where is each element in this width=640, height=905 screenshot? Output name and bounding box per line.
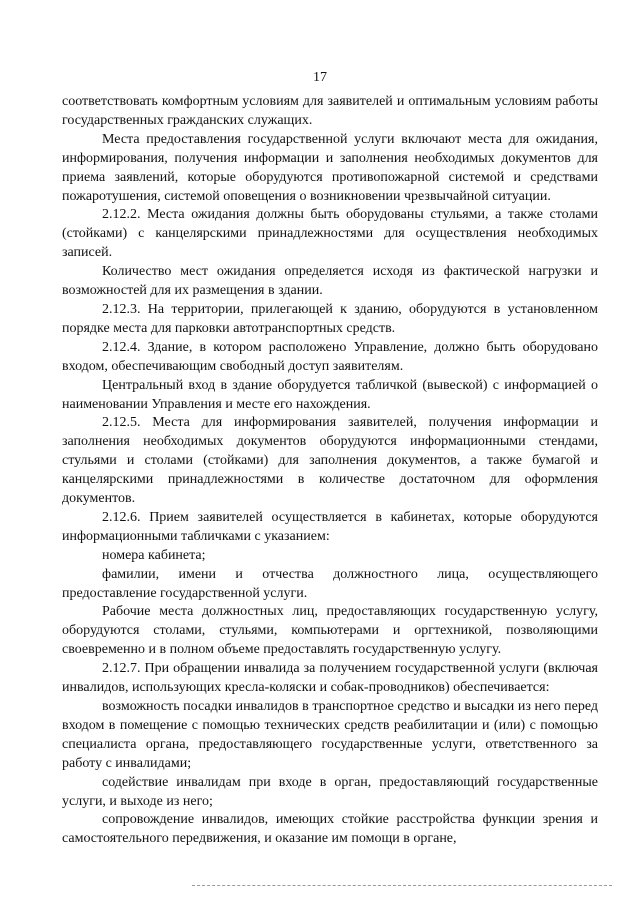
list-item-accompaniment: сопровождение инвалидов, имеющих стойкие расстройства функции зрения и самостоятельного передвижения, и оказание им помощи в органе, <box>62 812 598 847</box>
paragraph-2-12-5: 2.12.5. Места для информирования заявителей, получения информации и заполнения необходимых документов оборудуются информационными стендами, стульями и столами (стойками) для заполнения документов, а также бумагой и канцелярскими принадлежностями в количестве достаточном для оформления документов. <box>62 415 598 507</box>
paragraph-continuation: соответствовать комфортным условиям для заявителей и оптимальным условиям работы государственных гражданских служащих. <box>62 94 598 128</box>
paragraph-2-12-2: 2.12.2. Места ожидания должны быть оборудованы стульями, а также столами (стойками) с канцелярскими принадлежностями для осуществления необходимых записей. <box>62 207 598 261</box>
footer-divider <box>192 885 612 886</box>
paragraph-workplaces: Рабочие места должностных лиц, предоставляющих государственную услугу, оборудуются столами, стульями, компьютерами и оргтехникой, позволяющими своевременно и в полном объеме предоставлять государственную услугу. <box>62 604 598 658</box>
list-item-cabinet-number: номера кабинета; <box>102 547 206 563</box>
paragraph-2-12-6: 2.12.6. Прием заявителей осуществляется в кабинетах, которые оборудуются информационными табличками с указанием: <box>62 509 598 544</box>
list-item-boarding: возможность посадки инвалидов в транспортное средство и высадки из него перед входом в помещение с помощью технических средств реабилитации и (или) с помощью специалиста органа, предоставляющего государственные услуги, ответственного за работу с инвалидами; <box>62 699 598 771</box>
list-item-official-name: фамилии, имени и отчества должностного лица, осуществляющего предоставление государственной услуги. <box>62 566 598 601</box>
paragraph-service-places: Места предоставления государственной услуги включают места для ожидания, информирования, получения информации и заполнения необходимых документов для приема заявлений, которые оборудуются противопожарной системой и средствами пожаротушения, системой оповещения о возникновении чрезвычайной ситуации. <box>62 131 598 204</box>
list-item-entry-assistance: содействие инвалидам при входе в орган, предоставляющий государственные услуги, и выходе из него; <box>62 774 598 809</box>
paragraph-2-12-7: 2.12.7. При обращении инвалида за получением государственной услуги (включая инвалидов, использующих кресла-коляски и собак-проводников) обеспечивается: <box>62 661 598 696</box>
paragraph-2-12-3: 2.12.3. На территории, прилегающей к зданию, оборудуются в установленном порядке места для парковки автотранспортных средств. <box>62 301 598 336</box>
paragraph-2-12-4: 2.12.4. Здание, в котором расположено Управление, должно быть оборудовано входом, обеспечивающим свободный доступ заявителям. <box>62 339 598 374</box>
paragraph-central-entrance: Центральный вход в здание оборудуется табличкой (вывеской) с информацией о наименовании Управления и месте его нахождения. <box>62 377 598 412</box>
document-body <box>62 93 598 849</box>
page-number: 17 <box>313 70 327 85</box>
paragraph-waiting-places-count: Количество мест ожидания определяется исходя из фактической нагрузки и возможностей для их размещения в здании. <box>62 264 598 299</box>
